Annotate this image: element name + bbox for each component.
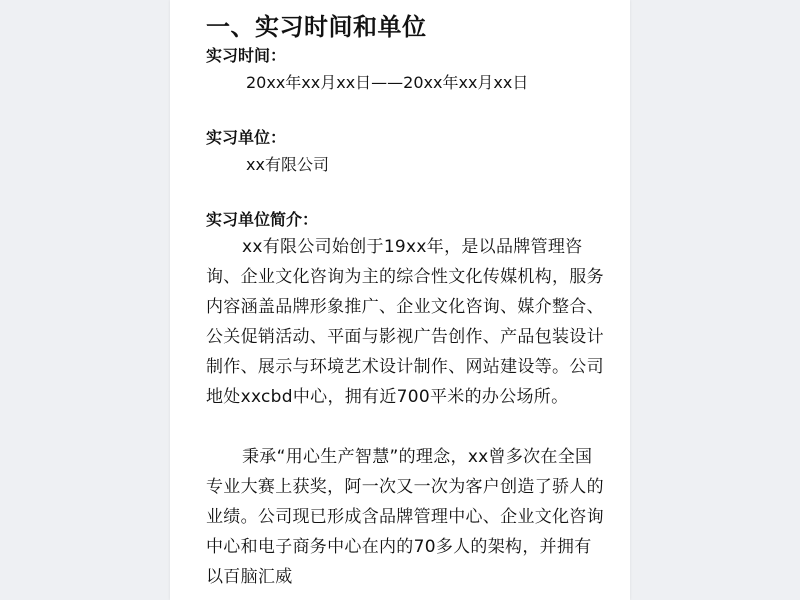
document-content [206,10,606,592]
internship-unit-label: 实习单位： [206,128,287,147]
internship-time-value: 20xx年xx月xx日——20xx年xx月xx日 [246,73,529,92]
unit-intro-paragraph-1: xx有限公司始创于19xx年，是以品牌管理咨询、企业文化咨询为主的综合性文化传媒机构，服务内容涵盖品牌形象推广、企业文化咨询、媒介整合、公关促销活动、平面与影视广告创作、产品包装设计制作、展示与环境艺术设计制作、网站建设等。公司地处xxcbd中心，拥有近700平米的办公场所。 [206,237,604,407]
internship-unit-value: xx有限公司 [246,155,329,174]
internship-time-label: 实习时间： [206,46,287,65]
unit-intro-paragraph-2: 秉承“用心生产智慧”的理念，xx曾多次在全国专业大赛上获奖，阿一次又一次为客户创造了骄人的业绩。公司现已形成含品牌管理中心、企业文化咨询中心和电子商务中心在内的70多人的架构，并拥有以百脑汇威 [206,447,604,587]
document-page [170,0,630,600]
section-heading: 一、实习时间和单位 [206,13,427,41]
unit-intro-label: 实习单位简介： [206,210,319,229]
